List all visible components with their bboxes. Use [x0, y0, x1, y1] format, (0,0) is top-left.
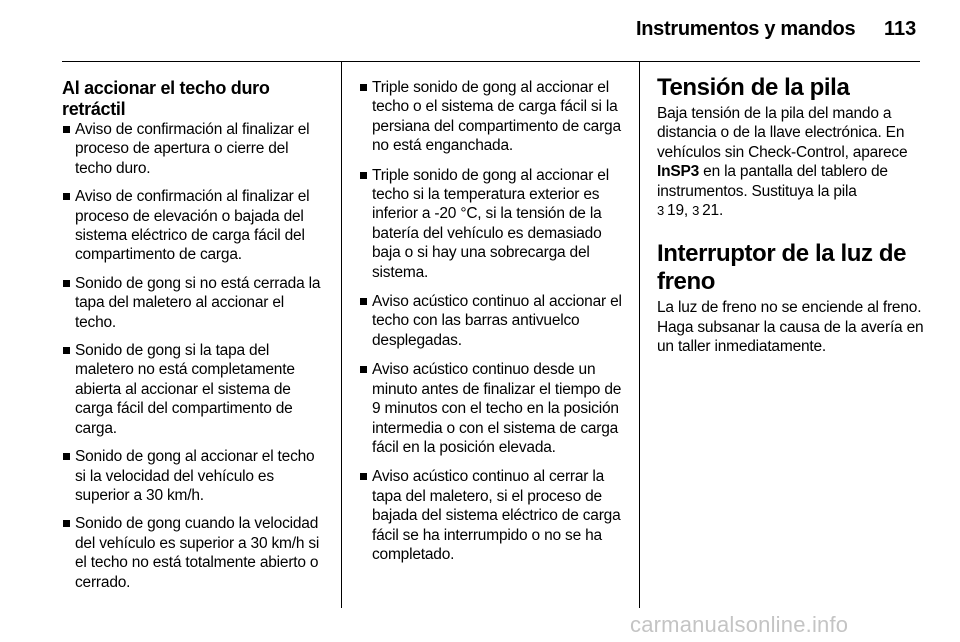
page-number: 113: [884, 18, 917, 40]
bullet-square-icon: [360, 172, 367, 179]
column-3: [657, 74, 925, 357]
list-item: [62, 187, 326, 265]
list-item: [62, 447, 326, 505]
column-2: [359, 78, 625, 574]
bullet-list-col2: [359, 78, 625, 564]
list-item: [359, 467, 625, 564]
display-code: InSP3: [657, 163, 700, 181]
bullet-square-icon: [360, 366, 367, 373]
page-reference-link[interactable]: 19,: [667, 202, 688, 220]
paragraph-tension-pila: [657, 104, 925, 220]
list-item: [62, 274, 326, 332]
bullet-square-icon: [63, 453, 70, 460]
bullet-square-icon: [360, 84, 367, 91]
page-reference-link[interactable]: 21.: [702, 202, 724, 220]
column-divider-2: [639, 62, 640, 608]
bullet-square-icon: [360, 298, 367, 305]
list-item: [62, 120, 326, 178]
bullet-square-icon: [63, 126, 70, 133]
bullet-text: Triple sonido de gong al accionar el techo si la temperatura exterior es inferior a -20 °C, si la tensión de la batería del vehículo es demasiado baja o si hay una sobrecarga del sistema.: [372, 166, 609, 281]
bullet-text: Sonido de gong al accionar el techo si la velocidad del vehículo es superior a 30 km/h.: [75, 448, 315, 504]
bullet-square-icon: [360, 473, 367, 480]
page-reference-icon: 3: [692, 203, 700, 219]
bullet-text: Triple sonido de gong al accionar el techo o el sistema de carga fácil si la persiana del compartimento de carga no está enganchada.: [372, 79, 621, 155]
bullet-text: Sonido de gong cuando la velocidad del vehículo es superior a 30 km/h si el techo no está totalmente abierto o cerrado.: [75, 515, 320, 591]
list-item: [359, 78, 625, 156]
bullet-text: Aviso acústico continuo al cerrar la tapa del maletero, si el proceso de bajada del sistema eléctrico de carga fácil se ha interrumpido o no se ha completado.: [372, 468, 621, 563]
bullet-list-col1: [62, 120, 326, 592]
bullet-square-icon: [63, 280, 70, 287]
column-1: [62, 78, 326, 601]
bullet-text: Aviso de confirmación al finalizar el proceso de apertura o cierre del techo duro.: [75, 121, 310, 177]
header-rule: [62, 61, 920, 62]
bullet-square-icon: [63, 193, 70, 200]
bullet-square-icon: [63, 520, 70, 527]
bullet-square-icon: [63, 347, 70, 354]
bullet-text: Sonido de gong si la tapa del maletero no está completamente abierta al accionar el sistema de carga fácil del compartimento de carga.: [75, 342, 295, 437]
list-item: [62, 514, 326, 592]
section-heading-luz-freno: Interruptor de la luz de freno: [657, 240, 907, 296]
subsection-heading-techo-duro: Al accionar el techo duro retráctil: [62, 78, 270, 119]
paragraph-text: en la pantalla del tablero de instrumentos. Sustituya la pila: [657, 163, 888, 200]
list-item: [359, 360, 625, 457]
bullet-text: Aviso acústico continuo al accionar el techo con las barras antivuelco desplegadas.: [372, 293, 622, 349]
paragraph-luz-freno: La luz de freno no se enciende al freno. Haga subsanar la causa de la avería en un taller inmediatamente.: [657, 299, 924, 356]
bullet-text: Sonido de gong si no está cerrada la tapa del maletero al accionar el techo.: [75, 274, 321, 331]
column-divider-1: [341, 62, 342, 608]
watermark-text: carmanualsonline.info: [630, 612, 849, 637]
bullet-text: Aviso acústico continuo desde un minuto antes de finalizar el tiempo de 9 minutos con el techo en la posición intermedia o con el sistema de carga fácil en la posición elevada.: [372, 361, 622, 456]
list-item: [359, 166, 625, 282]
list-item: [359, 292, 625, 350]
page-reference-icon: 3: [657, 203, 665, 219]
bullet-text: Aviso de confirmación al finalizar el proceso de elevación o bajada del sistema eléctrico de carga fácil del compartimento de carga.: [75, 188, 310, 264]
section-heading-tension-pila: Tensión de la pila: [657, 74, 850, 101]
paragraph-text: Baja tensión de la pila del mando a distancia o de la llave electrónica. En vehículos sin Check-Control, aparece: [657, 105, 908, 161]
list-item: [62, 341, 326, 438]
page-header-title: Instrumentos y mandos: [636, 18, 856, 40]
